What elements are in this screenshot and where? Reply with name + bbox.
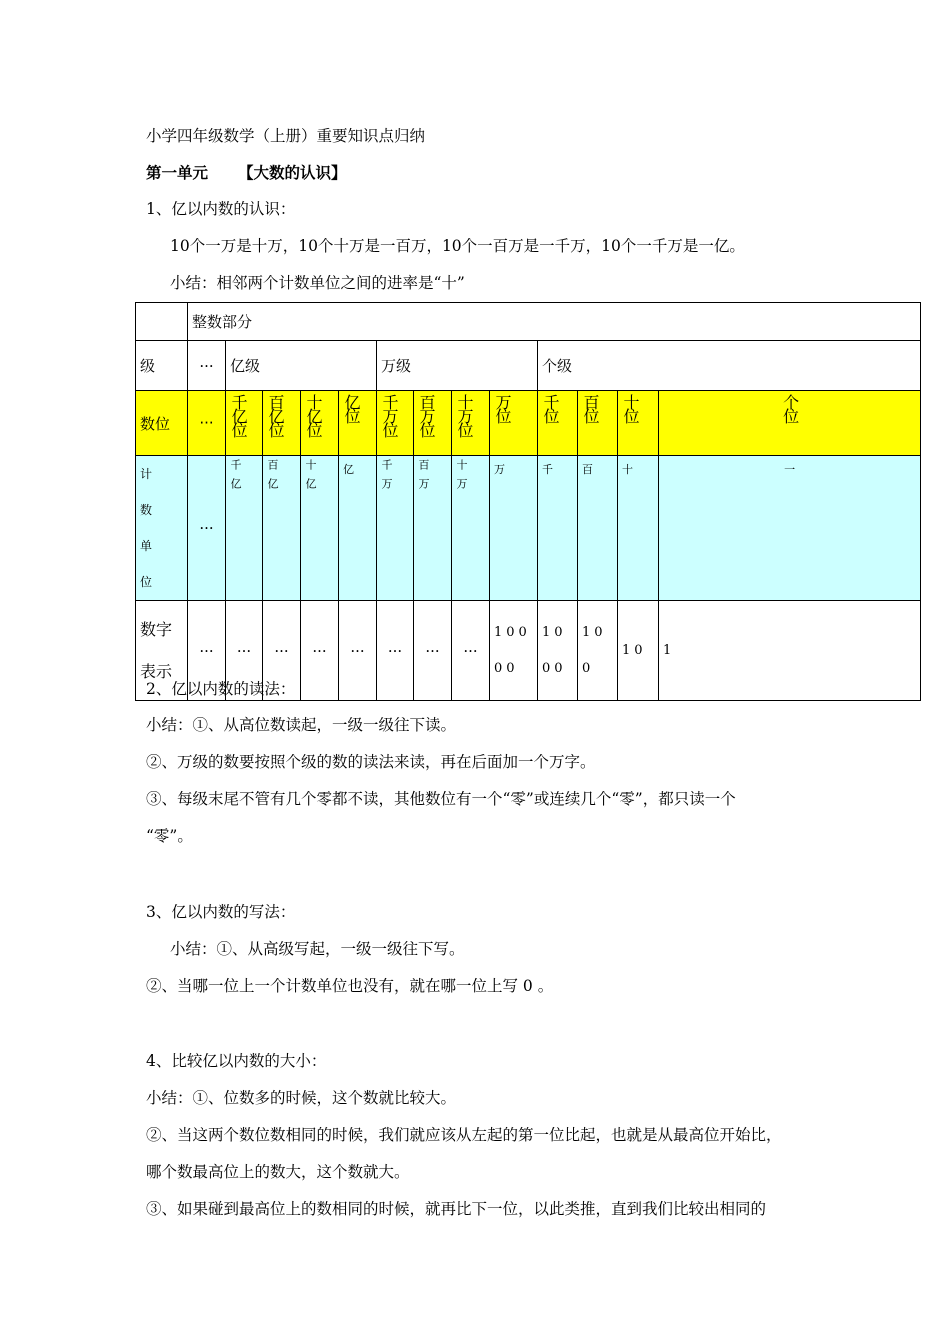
unit-cell: 万 bbox=[494, 463, 505, 476]
section-4-line: ②、当这两个数位数相同的时候，我们就应该从左起的第一位比起，也就是从最高位开始比， bbox=[146, 1126, 782, 1144]
unit-cell: 十万 bbox=[455, 459, 468, 497]
digit-dots: ··· bbox=[226, 601, 263, 701]
digit-wan bbox=[490, 601, 538, 701]
digit-wan-1: 100 bbox=[494, 624, 531, 640]
unit-cell: 千 bbox=[542, 463, 553, 476]
unit-cell: 百万 bbox=[417, 459, 430, 497]
unit-heading bbox=[146, 163, 347, 183]
digit-ge: 1 bbox=[659, 601, 921, 701]
section-4-line: ③、如果碰到最高位上的数相同的时候，就再比下一位，以此类推，直到我们比较出相同的 bbox=[146, 1200, 767, 1218]
section-2-line: “零”。 bbox=[146, 827, 193, 845]
section-3-line: 小结：①、从高级写起，一级一级往下写。 bbox=[170, 940, 465, 958]
digit-qian-1: 10 bbox=[542, 624, 567, 640]
unit-cell: 十 bbox=[622, 463, 633, 476]
place-cell: 万位 bbox=[493, 394, 512, 422]
section-1-summary: 小结：相邻两个计数单位之间的进率是“十” bbox=[170, 274, 465, 292]
digit-dots: ··· bbox=[452, 601, 490, 701]
place-cell: 千位 bbox=[541, 394, 560, 422]
section-2-line: ②、万级的数要按照个级的数的读法来读，再在后面加一个万字。 bbox=[146, 753, 596, 771]
table-row-level bbox=[136, 341, 921, 391]
place-cell: 百亿位 bbox=[266, 394, 285, 436]
section-2-line: 小结：①、从高位数读起，一级一级往下读。 bbox=[146, 716, 457, 734]
level-label: 级 bbox=[136, 341, 188, 391]
place-dots: ··· bbox=[188, 391, 226, 456]
unit-cell: 一 bbox=[784, 463, 796, 476]
digit-dots: ··· bbox=[263, 601, 301, 701]
place-cell: 十位 bbox=[621, 394, 640, 422]
place-cell: 百位 bbox=[581, 394, 600, 422]
place-cell: 亿位 bbox=[342, 394, 361, 422]
digit-qian bbox=[538, 601, 578, 701]
digit-dots: ··· bbox=[188, 601, 226, 701]
place-cell: 百万位 bbox=[417, 394, 436, 436]
place-label: 数位 bbox=[136, 391, 188, 456]
unit-cell: 十亿 bbox=[304, 459, 317, 497]
digit-bai bbox=[578, 601, 618, 701]
table-corner-cell bbox=[136, 303, 188, 341]
unit-cell: 百 bbox=[582, 463, 593, 476]
section-1-heading: 1、亿以内数的认识： bbox=[146, 200, 296, 218]
table-header: 整数部分 bbox=[188, 303, 921, 341]
section-1-text: 10个一万是十万，10个十万是一百万，10个一百万是一千万，10个一千万是一亿。 bbox=[170, 237, 745, 255]
unit-dots: ··· bbox=[188, 456, 226, 601]
unit-cell: 百亿 bbox=[266, 459, 279, 497]
digit-dots: ··· bbox=[301, 601, 339, 701]
level-dots: ··· bbox=[188, 341, 226, 391]
place-value-table bbox=[135, 302, 921, 701]
digit-dots: ··· bbox=[339, 601, 377, 701]
digit-bai-2: 0 bbox=[582, 660, 595, 676]
doc-title: 小学四年级数学（上册）重要知识点归纳 bbox=[146, 127, 426, 145]
section-4-line: 哪个数最高位上的数大，这个数就大。 bbox=[146, 1163, 410, 1181]
table-row-place bbox=[136, 391, 921, 456]
unit-cell: 千亿 bbox=[229, 459, 242, 497]
place-cell: 个位 bbox=[780, 394, 800, 422]
section-2-heading: 2、亿以内数的读法： bbox=[146, 680, 296, 698]
digit-shi: 10 bbox=[618, 601, 659, 701]
unit-cell: 亿 bbox=[343, 463, 354, 476]
digit-bai-1: 10 bbox=[582, 624, 607, 640]
table-row-unit bbox=[136, 456, 921, 601]
section-4-line: 小结：①、位数多的时候，这个数就比较大。 bbox=[146, 1089, 457, 1107]
level-yi: 亿级 bbox=[226, 341, 377, 391]
digit-dots: ··· bbox=[414, 601, 452, 701]
table-header-row bbox=[136, 303, 921, 341]
section-3-heading: 3、亿以内数的写法： bbox=[146, 903, 296, 921]
digit-dots: ··· bbox=[377, 601, 414, 701]
digit-wan-2: 00 bbox=[494, 660, 519, 676]
place-cell: 千万位 bbox=[380, 394, 399, 436]
digit-label-2: 表示 bbox=[140, 661, 173, 681]
section-3-line: ②、当哪一位上一个计数单位也没有，就在哪一位上写 0 。 bbox=[146, 977, 554, 995]
level-ge: 个级 bbox=[538, 341, 921, 391]
place-cell: 十亿位 bbox=[304, 394, 323, 436]
unit-cell: 千万 bbox=[380, 459, 393, 497]
section-2-line: ③、每级末尾不管有几个零都不读，其他数位有一个“零”或连续几个“零”，都只读一个 bbox=[146, 790, 736, 808]
place-cell: 千亿位 bbox=[229, 394, 248, 436]
place-cell: 十万位 bbox=[455, 394, 474, 436]
unit-topic: 【大数的认识】 bbox=[238, 164, 347, 182]
section-4-heading: 4、比较亿以内数的大小： bbox=[146, 1052, 327, 1070]
digit-label-1: 数字 bbox=[140, 619, 173, 639]
unit-label: 第一单元 bbox=[146, 164, 209, 182]
unit-label: 计数单位 bbox=[140, 467, 161, 589]
digit-qian-2: 00 bbox=[542, 660, 567, 676]
level-wan: 万级 bbox=[377, 341, 538, 391]
